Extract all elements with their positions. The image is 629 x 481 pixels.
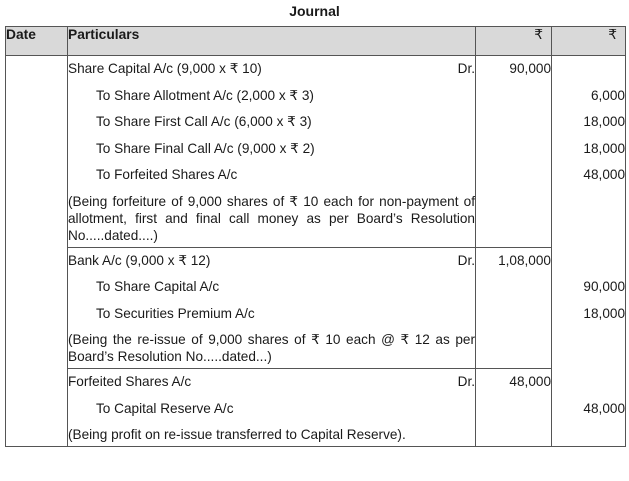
credit-entry-row xyxy=(6,301,626,328)
credit-amount xyxy=(552,422,626,447)
credit-amount: 48,000 xyxy=(552,162,626,189)
date-cell xyxy=(6,247,68,274)
particulars-cell xyxy=(68,301,476,328)
account-name: Bank A/c (9,000 x ₹ 12) xyxy=(68,252,211,268)
debit-amount xyxy=(476,136,552,163)
account-name: To Securities Premium A/c xyxy=(96,305,255,321)
credit-entry-row xyxy=(6,136,626,163)
narration-text: (Being the re-issue of 9,000 shares of ₹ 10 each @ ₹ 12 as per Board’s Resolution No.....dated...) xyxy=(68,332,475,364)
account-name: To Share Capital A/c xyxy=(96,279,220,294)
narration-row xyxy=(6,327,626,369)
debit-amount xyxy=(476,83,552,110)
particulars-cell xyxy=(68,109,476,136)
particulars-cell xyxy=(68,396,476,423)
account-name: To Share Allotment A/c (2,000 x ₹ 3) xyxy=(96,87,314,103)
credit-entry-row xyxy=(6,83,626,110)
dr-mark: Dr. xyxy=(457,252,475,268)
date-cell xyxy=(6,136,68,163)
particulars-cell xyxy=(68,274,476,301)
debit-amount xyxy=(476,109,552,136)
dr-mark: Dr. xyxy=(457,374,475,389)
narration-cell xyxy=(68,189,476,248)
date-cell xyxy=(6,162,68,189)
debit-amount xyxy=(476,327,552,369)
narration-row xyxy=(6,422,626,447)
debit-header: ₹ xyxy=(476,27,552,56)
debit-amount: 1,08,000 xyxy=(476,247,552,274)
particulars-cell xyxy=(68,369,476,396)
dr-mark: Dr. xyxy=(457,61,475,76)
credit-entry-row xyxy=(6,274,626,301)
credit-amount xyxy=(552,369,626,396)
debit-amount xyxy=(476,189,552,248)
credit-amount: 18,000 xyxy=(552,301,626,328)
account-name: To Capital Reserve A/c xyxy=(96,400,234,416)
debit-amount: 48,000 xyxy=(476,369,552,396)
account-name: To Forfeited Shares A/c xyxy=(96,167,238,182)
credit-amount: 18,000 xyxy=(552,136,626,163)
narration-cell xyxy=(68,422,476,447)
account-name: To Share First Call A/c (6,000 x ₹ 3) xyxy=(96,114,312,129)
credit-entry-row xyxy=(6,162,626,189)
date-cell xyxy=(6,83,68,110)
debit-entry-row xyxy=(6,56,626,83)
date-cell xyxy=(6,327,68,369)
credit-amount xyxy=(552,189,626,248)
particulars-cell xyxy=(68,83,476,110)
credit-header: ₹ xyxy=(552,27,626,56)
date-header: Date xyxy=(6,27,68,56)
date-cell xyxy=(6,301,68,328)
credit-amount xyxy=(552,327,626,369)
debit-entry-row xyxy=(6,369,626,396)
credit-amount xyxy=(552,56,626,83)
particulars-cell xyxy=(68,162,476,189)
narration-text: (Being forfeiture of 9,000 shares of ₹ 10 each for non-payment of allotment, first and final call money as per Board’s Resolution No.....dated....) xyxy=(68,193,475,243)
header-row xyxy=(6,27,626,56)
debit-amount: 90,000 xyxy=(476,56,552,83)
debit-amount xyxy=(476,162,552,189)
debit-amount xyxy=(476,274,552,301)
particulars-cell xyxy=(68,56,476,83)
date-cell xyxy=(6,396,68,423)
credit-amount: 18,000 xyxy=(552,109,626,136)
particulars-cell xyxy=(68,136,476,163)
date-cell xyxy=(6,369,68,396)
debit-amount xyxy=(476,301,552,328)
credit-amount: 90,000 xyxy=(552,274,626,301)
date-cell xyxy=(6,422,68,447)
account-name: To Share Final Call A/c (9,000 x ₹ 2) xyxy=(96,140,315,156)
debit-amount xyxy=(476,396,552,423)
account-name: Forfeited Shares A/c xyxy=(68,374,192,389)
credit-entry-row xyxy=(6,109,626,136)
credit-entry-row xyxy=(6,396,626,423)
credit-amount xyxy=(552,247,626,274)
narration-cell xyxy=(68,327,476,369)
debit-entry-row xyxy=(6,247,626,274)
credit-amount: 48,000 xyxy=(552,396,626,423)
account-name: Share Capital A/c (9,000 x ₹ 10) xyxy=(68,61,262,76)
debit-amount xyxy=(476,422,552,447)
particulars-cell xyxy=(68,247,476,274)
date-cell xyxy=(6,274,68,301)
particulars-header: Particulars xyxy=(68,27,476,56)
credit-amount: 6,000 xyxy=(552,83,626,110)
journal-table xyxy=(5,26,626,447)
date-cell xyxy=(6,189,68,248)
date-cell xyxy=(6,109,68,136)
date-cell xyxy=(6,56,68,83)
narration-row xyxy=(6,189,626,248)
narration-text: (Being profit on re-issue transferred to Capital Reserve). xyxy=(68,427,406,442)
journal-body xyxy=(6,56,626,447)
journal-title: Journal xyxy=(289,3,340,19)
